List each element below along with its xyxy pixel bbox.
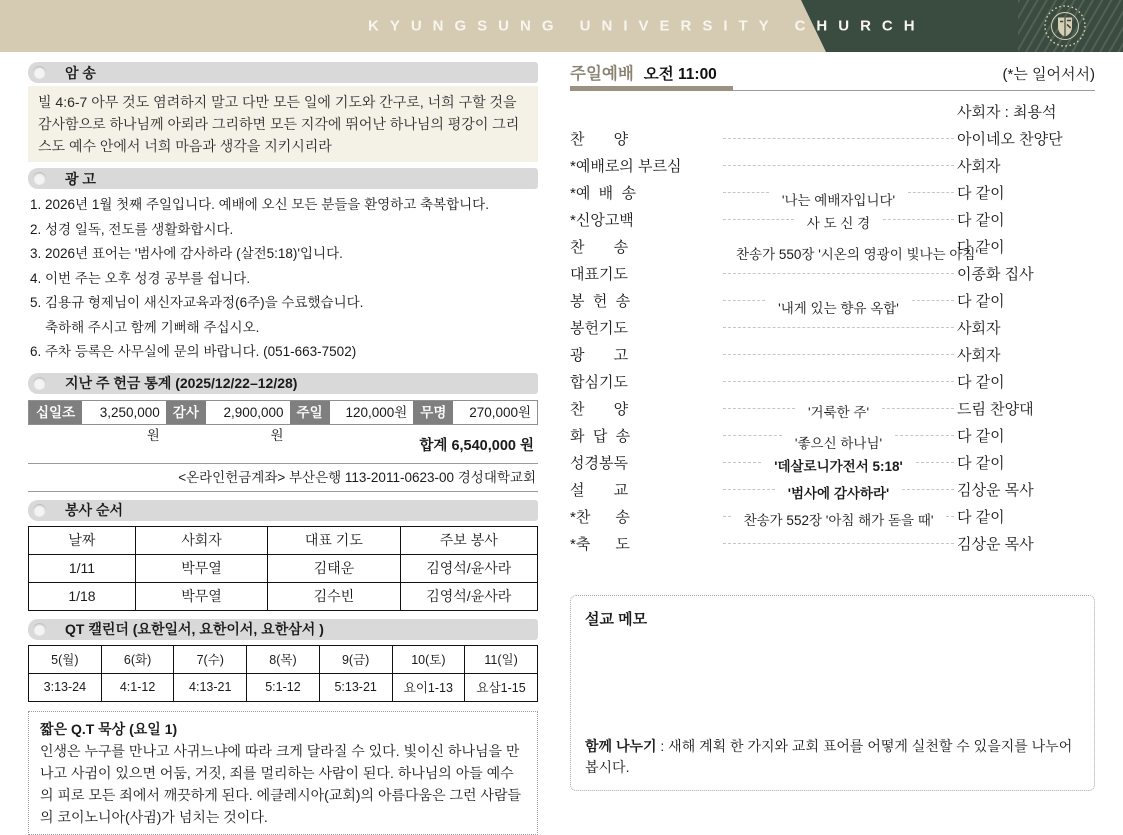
leader-line bbox=[912, 300, 954, 301]
order-item-title: 찬송가 552장 '아침 해가 돋을 때' bbox=[743, 512, 934, 528]
order-item-name: 찬 양 bbox=[570, 131, 629, 148]
service-header-rule bbox=[570, 86, 1095, 93]
worship-order-row bbox=[570, 368, 1095, 395]
leader-line bbox=[895, 435, 954, 436]
section-header-memory-verse bbox=[28, 62, 538, 83]
worship-order-row bbox=[570, 314, 1095, 341]
offering-amount: 120,000원 bbox=[330, 401, 414, 424]
worship-order-row bbox=[570, 341, 1095, 368]
qt-meditation-box bbox=[28, 711, 538, 835]
right-column bbox=[570, 60, 1095, 791]
order-item-by: 아이네오 찬양단 bbox=[957, 131, 1063, 148]
order-leader bbox=[720, 210, 957, 230]
order-leader bbox=[720, 138, 957, 139]
leader-line bbox=[723, 165, 954, 166]
table-header-cell: 사회자 bbox=[135, 526, 267, 554]
announcement-item: 6. 주차 등록은 사무실에 문의 바랍니다. (051-663-7502) bbox=[30, 344, 357, 359]
qt-meditation-title: 짧은 Q.T 묵상 (요일 1) bbox=[40, 720, 178, 737]
order-item-by: 다 같이 bbox=[957, 185, 1005, 202]
table-header-cell: 7(수) bbox=[174, 645, 247, 673]
order-item-name: *축 도 bbox=[570, 536, 630, 553]
order-leader bbox=[720, 543, 957, 544]
rule-accent-bar bbox=[570, 86, 733, 91]
order-item-by: 다 같이 bbox=[957, 293, 1005, 310]
order-item-name: *찬 송 bbox=[570, 509, 630, 526]
order-item-name: 성경봉독 bbox=[570, 455, 628, 472]
announcement-item: 2. 성경 일독, 전도를 생활화합시다. bbox=[30, 221, 234, 237]
section-bullet-icon bbox=[33, 623, 46, 636]
order-item-name: 봉 헌 송 bbox=[570, 293, 631, 310]
order-item-name: 화 답 송 bbox=[570, 428, 631, 445]
leader-line bbox=[723, 273, 954, 274]
table-header-cell: 6(화) bbox=[101, 645, 174, 673]
leader-line bbox=[723, 516, 731, 517]
order-leader bbox=[720, 426, 957, 451]
order-leader bbox=[720, 399, 957, 419]
leader-line bbox=[916, 462, 954, 463]
leader-line bbox=[723, 300, 765, 301]
leader-line bbox=[723, 327, 954, 328]
leader-line bbox=[723, 462, 761, 463]
worship-order-row bbox=[570, 125, 1095, 152]
order-item-by: 다 같이 bbox=[957, 374, 1005, 391]
worship-order-row bbox=[570, 179, 1095, 206]
table-cell: 요삼1-15 bbox=[465, 673, 538, 701]
order-item-name: 합심기도 bbox=[570, 374, 628, 391]
offering-table bbox=[28, 400, 538, 443]
qt-calendar-table bbox=[28, 645, 538, 702]
table-cell: 3:13-24 bbox=[29, 673, 102, 701]
order-item-name: 설 교 bbox=[570, 482, 629, 499]
leader-line bbox=[723, 354, 954, 355]
worship-order-row bbox=[570, 503, 1095, 530]
section-header-service-roster bbox=[28, 500, 538, 521]
order-item-by: 김상운 목사 bbox=[957, 482, 1034, 499]
worship-order-row bbox=[570, 206, 1095, 233]
table-row bbox=[29, 554, 538, 582]
leader-line bbox=[723, 192, 769, 193]
table-cell: 김영석/윤사라 bbox=[400, 554, 537, 582]
order-item-name: 대표기도 bbox=[570, 266, 628, 283]
university-church-logo-icon bbox=[1043, 4, 1087, 48]
announcement-item: 1. 2026년 1월 첫째 주일입니다. 예배에 오신 모든 분들을 환영하고 축복합니다. bbox=[30, 197, 489, 212]
order-leader bbox=[720, 237, 979, 262]
leader-line bbox=[723, 408, 795, 409]
order-item-name: *예배로의 부르심 bbox=[570, 158, 682, 175]
order-item-by: 이종화 집사 bbox=[957, 266, 1034, 283]
section-title: 암 송 bbox=[65, 64, 96, 81]
worship-order-row bbox=[570, 476, 1095, 503]
order-item-title: '나는 예배자입니다' bbox=[781, 192, 896, 208]
worship-order-row bbox=[570, 152, 1095, 179]
section-bullet-icon bbox=[33, 66, 46, 79]
worship-order-row bbox=[570, 449, 1095, 476]
leader-line bbox=[723, 489, 775, 490]
announcement-item: 3. 2026년 표어는 '범사에 감사하라 (살전5:18)'입니다. bbox=[30, 246, 343, 261]
leader-line bbox=[882, 408, 954, 409]
table-header-row bbox=[29, 526, 538, 554]
worship-service-header bbox=[570, 60, 1095, 85]
sermon-memo-box bbox=[570, 595, 1095, 791]
worship-order-row bbox=[570, 287, 1095, 314]
table-cell: 요이1-13 bbox=[392, 673, 465, 701]
worship-order-row bbox=[570, 530, 1095, 557]
section-bullet-icon bbox=[33, 377, 46, 390]
table-cell: 김태운 bbox=[268, 554, 400, 582]
table-header-cell: 5(월) bbox=[29, 645, 102, 673]
order-item-name: 찬 양 bbox=[570, 401, 629, 418]
worship-order-row bbox=[570, 395, 1095, 422]
order-item-title: 찬송가 550장 '시온의 영광이 빛나는 아침' bbox=[736, 246, 979, 262]
table-row bbox=[29, 673, 538, 701]
section-title: 봉사 순서 bbox=[65, 502, 123, 518]
section-bullet-icon bbox=[33, 504, 46, 517]
announcement-item: 축하해 주시고 함께 기뻐해 주십시오. bbox=[30, 319, 260, 335]
section-title: 광 고 bbox=[65, 170, 96, 187]
offering-amount: 3,250,000원 bbox=[82, 401, 166, 424]
worship-order-row bbox=[570, 233, 1095, 260]
church-name-title: KYUNGSUNG UNIVERSITY CHURCH bbox=[368, 17, 926, 35]
offering-type-label: 주일 bbox=[290, 401, 330, 424]
table-header-row bbox=[29, 645, 538, 673]
table-header-cell: 대표 기도 bbox=[268, 526, 400, 554]
order-item-name: 찬 송 bbox=[570, 239, 629, 256]
section-header-announcements bbox=[28, 168, 538, 189]
leader-line bbox=[946, 516, 954, 517]
order-leader bbox=[720, 453, 957, 473]
table-header-cell: 날짜 bbox=[29, 526, 136, 554]
offering-type-label: 무명 bbox=[413, 401, 453, 424]
table-cell: 5:13-21 bbox=[319, 673, 392, 701]
order-item-by: 드림 찬양대 bbox=[957, 401, 1034, 418]
order-item-by: 사회자 bbox=[957, 158, 1001, 175]
section-header-qt-calendar bbox=[28, 619, 538, 640]
announcement-item: 5. 김용규 형제님이 새신자교육과정(6주)을 수료했습니다. bbox=[30, 295, 364, 310]
order-leader bbox=[720, 381, 957, 382]
order-leader bbox=[720, 480, 957, 500]
sermon-memo-title: 설교 메모 bbox=[585, 611, 648, 628]
service-title: 주일예배 bbox=[570, 65, 634, 83]
announcement-list bbox=[28, 189, 538, 373]
order-item-name: 광 고 bbox=[570, 347, 629, 364]
order-item-name: *예 배 송 bbox=[570, 185, 636, 202]
divider-line bbox=[28, 491, 538, 492]
leader-line bbox=[902, 489, 954, 490]
offering-type-label: 십일조 bbox=[29, 401, 82, 424]
table-cell: 1/18 bbox=[29, 582, 136, 610]
leader-line bbox=[723, 381, 954, 382]
worship-order-list bbox=[570, 125, 1095, 557]
table-row bbox=[29, 582, 538, 610]
section-title: QT 캘린더 (요한일서, 요한이서, 요한삼서 ) bbox=[65, 621, 324, 637]
section-bullet-icon bbox=[33, 172, 46, 185]
worship-order-row bbox=[570, 422, 1095, 449]
leader-line bbox=[723, 219, 794, 220]
table-cell: 5:1-12 bbox=[247, 673, 320, 701]
qt-meditation-text: 인생은 누구를 만나고 사귀느냐에 따라 크게 달라질 수 있다. 빛이신 하나님을 만나고 사귐이 있으면 어둠, 거짓, 죄를 멀리하는 사람이 된다. 하나님의 아들 예수의 피로 모든 죄에서 깨끗하게 된다. 에클레시아(교회)의 아름다움은 그런 사람들의 코이노니아(사귐)가 넘치는 것이다. bbox=[40, 742, 521, 825]
presider-note: 사회자 : 최용석 bbox=[957, 104, 1057, 121]
order-item-title: '좋으신 하나님' bbox=[794, 435, 883, 451]
table-header-cell: 주보 봉사 bbox=[400, 526, 537, 554]
order-item-by: 다 같이 bbox=[957, 212, 1005, 229]
order-item-by: 사회자 bbox=[957, 320, 1001, 337]
order-item-by: 사회자 bbox=[957, 347, 1001, 364]
order-item-title: '내게 있는 향유 옥합' bbox=[778, 300, 899, 316]
table-cell: 1/11 bbox=[29, 554, 136, 582]
order-leader bbox=[720, 273, 957, 274]
order-leader bbox=[720, 327, 957, 328]
service-time: 오전 11:00 bbox=[643, 66, 717, 83]
share-together-body: : 새해 계획 한 가지와 교회 표어를 어떻게 실천할 수 있을지를 나누어 봅시다. bbox=[585, 738, 1073, 775]
table-header-cell: 11(일) bbox=[465, 645, 538, 673]
order-item-by: 다 같이 bbox=[957, 509, 1005, 526]
leader-line bbox=[883, 219, 954, 220]
order-item-by: 다 같이 bbox=[957, 455, 1005, 472]
online-offering-account: <온라인헌금계좌> 부산은행 113-2011-0623-00 경성대학교회 bbox=[178, 469, 536, 485]
order-item-title: '범사에 감사하라' bbox=[787, 485, 890, 501]
order-leader bbox=[720, 183, 957, 208]
standing-note: (*는 일어서서) bbox=[1002, 66, 1095, 83]
leader-line bbox=[723, 138, 954, 139]
order-item-name: *신앙고백 bbox=[570, 212, 634, 229]
offering-type-label: 감사 bbox=[166, 401, 206, 424]
table-cell: 박무열 bbox=[135, 554, 267, 582]
order-item-title: '거룩한 주' bbox=[807, 404, 870, 420]
order-leader bbox=[720, 354, 957, 355]
table-cell: 4:13-21 bbox=[174, 673, 247, 701]
leader-line bbox=[723, 435, 782, 436]
worship-order-row bbox=[570, 260, 1095, 287]
section-title: 지난 주 헌금 통계 (2025/12/22–12/28) bbox=[65, 375, 298, 391]
announcement-item: 4. 이번 주는 오후 성경 공부를 쉽니다. bbox=[30, 270, 251, 286]
share-together-label: 함께 나누기 bbox=[585, 738, 657, 754]
memory-verse-text: 빌 4:6-7 아무 것도 염려하지 말고 다만 모든 일에 기도와 간구로, 너희 구할 것을 감사함으로 하나님께 아뢰라 그리하면 모든 지각에 뛰어난 하나님의 평강이 그리스도 예수 안에서 너희 마음과 생각을 지키시리라 bbox=[28, 86, 538, 162]
order-item-by: 다 같이 bbox=[957, 239, 1005, 256]
order-leader bbox=[720, 165, 957, 166]
order-item-title: 사 도 신 경 bbox=[806, 215, 871, 231]
order-item-name: 봉헌기도 bbox=[570, 320, 628, 337]
table-header-cell: 10(토) bbox=[392, 645, 465, 673]
order-item-by: 다 같이 bbox=[957, 428, 1005, 445]
offering-total-value: 6,540,000 원 bbox=[451, 437, 534, 454]
table-cell: 박무열 bbox=[135, 582, 267, 610]
table-cell: 4:1-12 bbox=[101, 673, 174, 701]
order-leader bbox=[720, 291, 957, 316]
offering-total-label: 합계 bbox=[419, 437, 448, 454]
table-cell: 김영석/윤사라 bbox=[400, 582, 537, 610]
order-item-title: '데살로니가전서 5:18' bbox=[774, 458, 903, 474]
offering-amount: 2,900,000원 bbox=[206, 401, 290, 424]
section-header-offering-stats bbox=[28, 373, 538, 394]
leader-line bbox=[723, 543, 954, 544]
left-column bbox=[28, 62, 538, 835]
order-leader bbox=[720, 507, 957, 527]
leader-line bbox=[908, 192, 954, 193]
service-roster-table bbox=[28, 526, 538, 611]
table-header-cell: 9(금) bbox=[319, 645, 392, 673]
share-together-text bbox=[585, 736, 1080, 778]
table-header-cell: 8(목) bbox=[247, 645, 320, 673]
offering-amount: 270,000원 bbox=[453, 401, 537, 424]
page-banner bbox=[0, 0, 1123, 52]
table-cell: 김수빈 bbox=[268, 582, 400, 610]
order-item-by: 김상운 목사 bbox=[957, 536, 1034, 553]
